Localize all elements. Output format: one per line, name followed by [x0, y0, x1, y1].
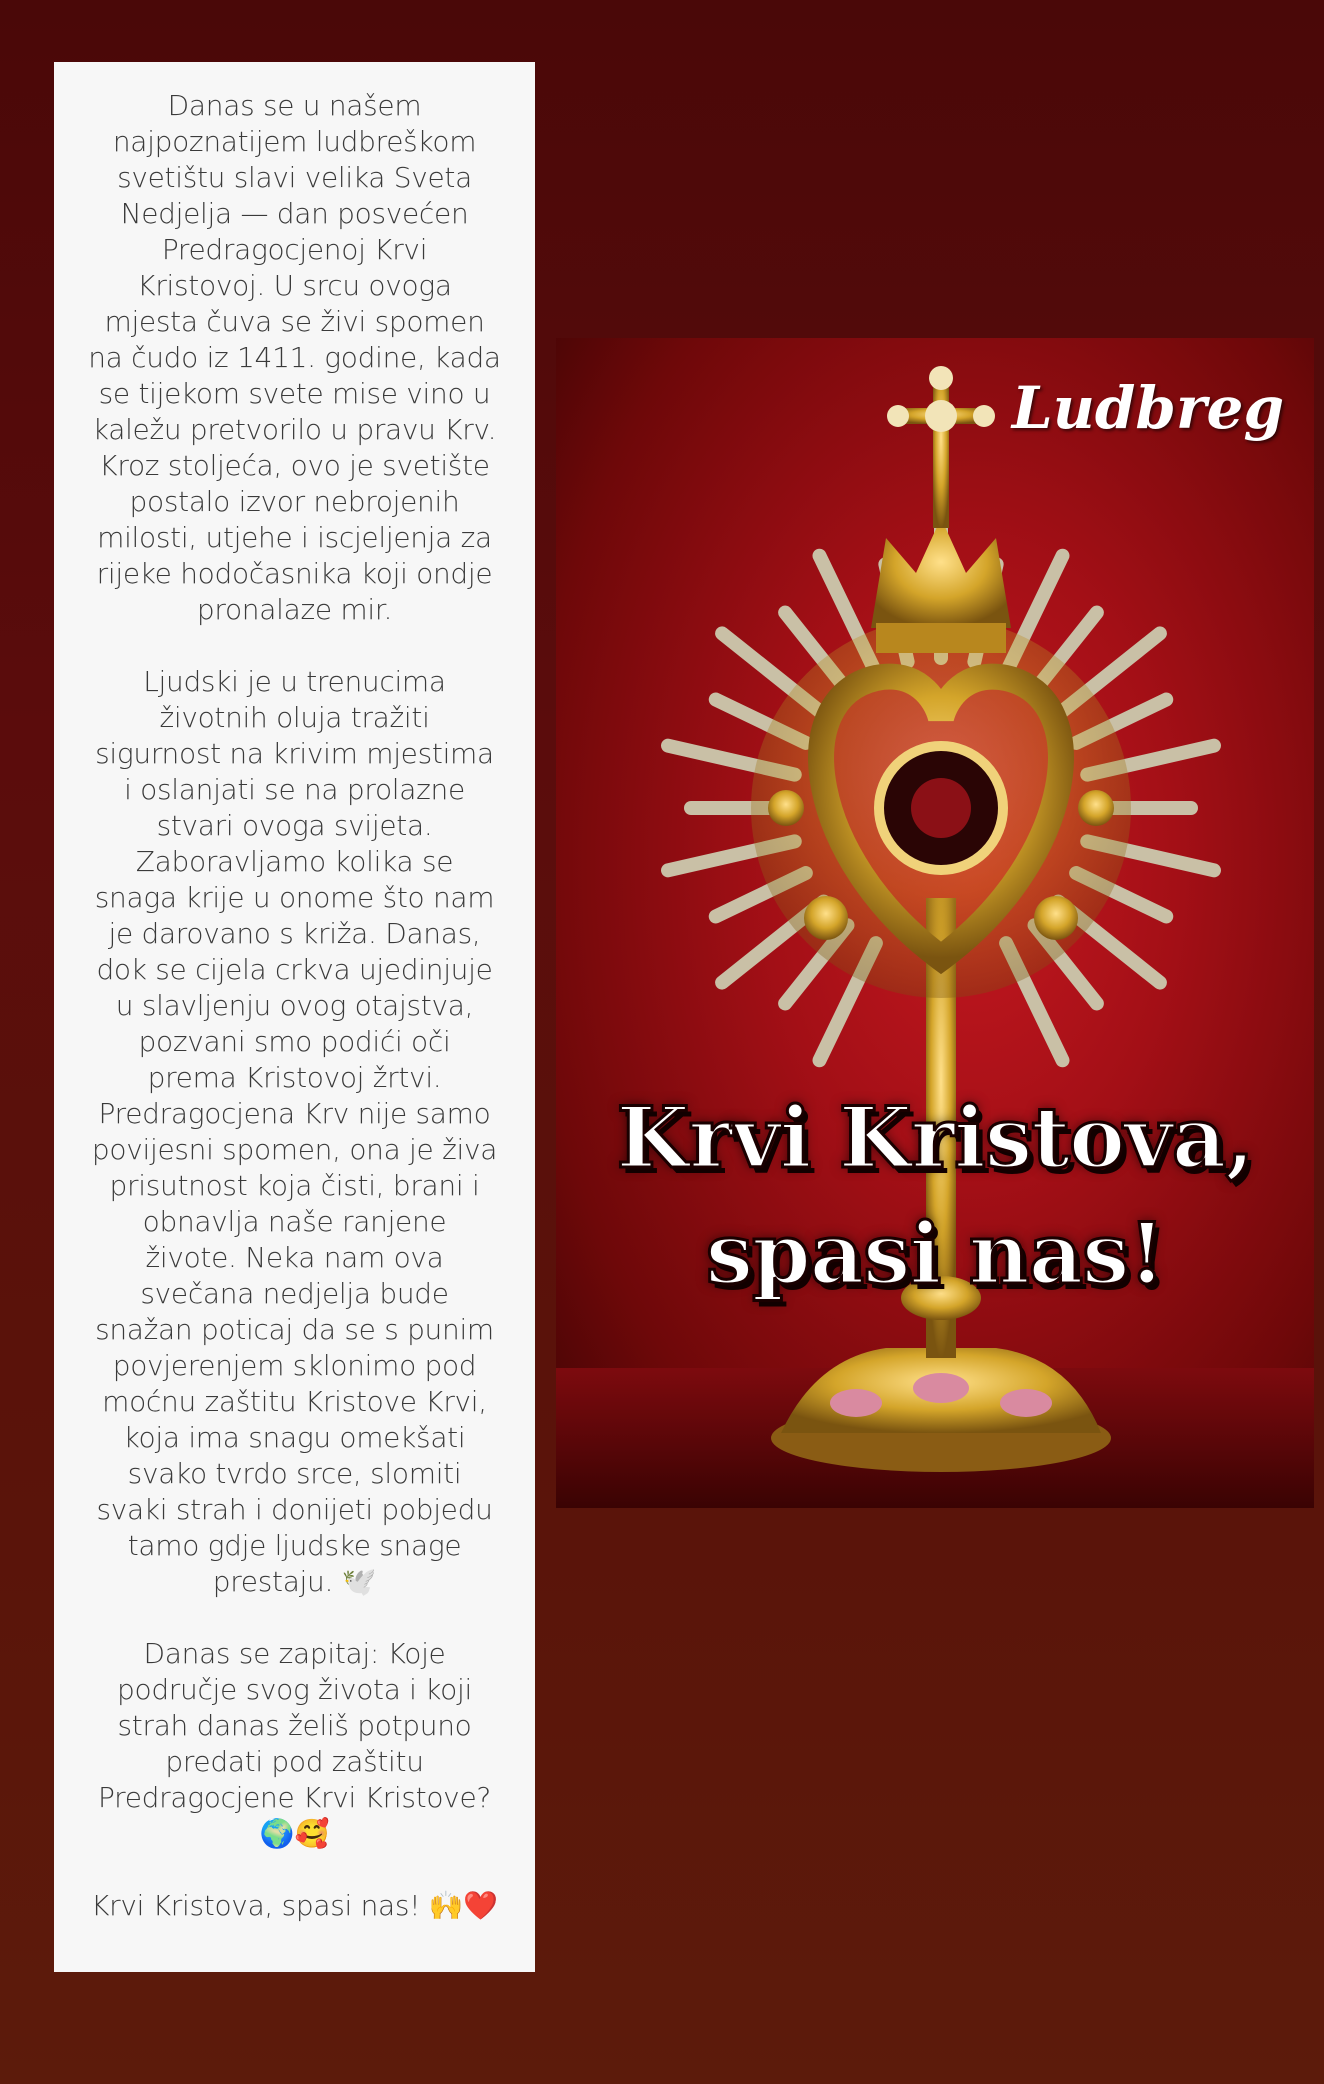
- ludbreg-watermark: Ludbreg: [1011, 374, 1284, 442]
- paragraph-question: Danas se zapitaj: Koje područje svog života i koji strah danas želiš potpuno predati pod zaštitu Predragocjene Krvi Kristove? 🌍🥰: [98, 1637, 491, 1850]
- monstrance-icon: [556, 338, 1314, 1508]
- monstrance-photo: [556, 338, 1314, 1508]
- caption-line-2: spasi nas!: [705, 1204, 1165, 1303]
- text-card: [54, 62, 535, 1972]
- paragraph-prayer: Krvi Kristova, spasi nas! 🙌❤️: [91, 1889, 498, 1922]
- caption-line-1: Krvi Kristova,: [616, 1088, 1254, 1187]
- paragraph-reflection: Ljudski je u trenucima životnih oluja tražiti sigurnost na krivim mjestima i oslanjati se na prolazne stvari ovoga svijeta. Zaboravljamo kolika se snaga krije u onome što nam je darovano s križa. Danas, dok se cijela crkva ujedinjuje u slavljenju ovog otajstva, pozvani smo podići oči prema Kristovoj žrtvi. Predragocjena Krv nije samo povijesni spomen, ona je živa prisutnost koja čisti, brani i obnavlja naše ranjene živote. Neka nam ova svečana nedjelja bude snažan poticaj da se s punim povjerenjem sklonimo pod moćnu zaštitu Kristove Krvi, koja ima snagu omekšati svako tvrdo srce, slomiti svaki strah i donijeti pobjedu tamo gdje ljudske snage prestaju. 🕊️: [91, 665, 498, 1598]
- paragraph-intro: Danas se u našem najpoznatijem ludbreškom svetištu slavi velika Sveta Nedjelja — dan posvećen Predragocjenoj Krvi Kristovoj. U srcu ovoga mjesta čuva se živi spomen na čudo iz 1411. godine, kada se tijekom svete mise vino u kaležu pretvorilo u pravu Krv. Kroz stoljeća, ovo je svetište postalo izvor nebrojenih milosti, utjehe i iscjeljenja za rijeke hodočasnika koji ondje pronalaze mir.: [88, 89, 501, 626]
